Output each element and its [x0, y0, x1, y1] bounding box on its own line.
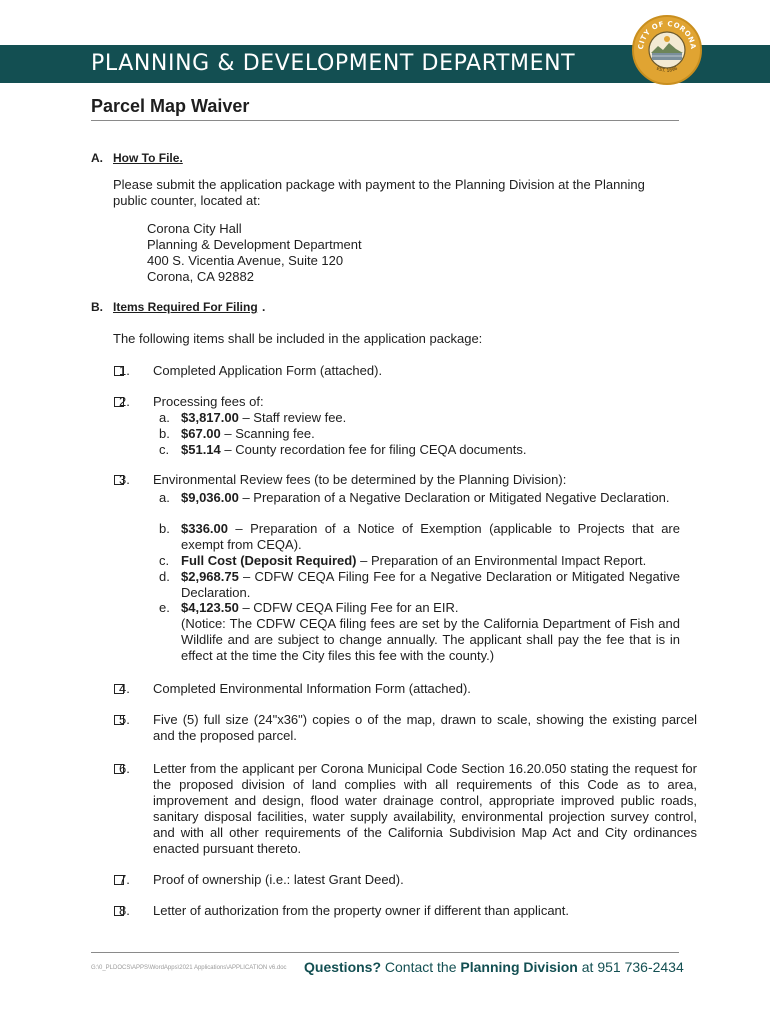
address-line: 400 S. Vicentia Avenue, Suite 120 — [147, 253, 344, 268]
document-title: Parcel Map Waiver — [91, 96, 250, 116]
fee-subitem: c. Full Cost (Deposit Required) – Preparation of an Environmental Impact Report. — [159, 553, 647, 568]
title-divider — [91, 120, 679, 121]
fee-subitem: b. $336.00 – Preparation of a Notice of Exemption (applicable to Projects that are exempt from CEQA). — [159, 521, 680, 552]
section-b-intro: The following items shall be included in the application package: — [113, 331, 483, 346]
footer-divider — [91, 952, 679, 953]
list-item: 2. Processing fees of: — [119, 394, 264, 409]
list-item: 3. Environmental Review fees (to be determined by the Planning Division): — [119, 472, 567, 487]
fee-subitem: d. $2,968.75 – CDFW CEQA Filing Fee for a Negative Declaration or Mitigated Negative Declaration. — [159, 569, 680, 600]
footer-division: Planning Division — [460, 959, 578, 975]
section-b-letter: B. — [91, 300, 103, 314]
section-b-heading: Items Required For Filing — [113, 300, 258, 314]
section-a-paragraph: Please submit the application package with payment to the Planning Division at the Planning public counter, located at: — [113, 177, 645, 208]
address-line: Corona City Hall — [147, 221, 242, 236]
list-item: 5. Five (5) full size (24"x36") copies o of the map, drawn to scale, showing the existing parcel and the proposed parcel. — [119, 712, 697, 743]
fee-subitem: c. $51.14 – County recordation fee for filing CEQA documents. — [159, 442, 527, 457]
fee-subitem: e. $4,123.50 – CDFW CEQA Filing Fee for an EIR. — [159, 600, 459, 615]
footer-phone: 951 736-2434 — [597, 959, 684, 975]
section-b-heading-period: . — [262, 300, 266, 314]
department-title: PLANNING & DEVELOPMENT DEPARTMENT — [91, 51, 576, 76]
seal-graphic — [634, 17, 700, 83]
fee-subitem: b. $67.00 – Scanning fee. — [159, 426, 315, 441]
footer-questions: Questions? — [304, 959, 382, 975]
list-item: 8. Letter of authorization from the property owner if different than applicant. — [119, 903, 569, 918]
list-item: 1. Completed Application Form (attached). — [119, 363, 383, 378]
seal-bottom-text: EST. 1896 — [655, 66, 679, 74]
seal-top-text: CITY OF CORONA — [636, 19, 698, 50]
fee-subitem: a. $3,817.00 – Staff review fee. — [159, 410, 347, 425]
list-item: 4. Completed Environmental Information Form (attached). — [119, 681, 471, 696]
cdfw-notice: (Notice: The CDFW CEQA filing fees are set by the California Department of Fish and Wildlife and are subject to change annually. The applicant shall pay the fee that is in effect at the time the City files this fee with the county.) — [181, 616, 680, 663]
footer-file-path: G:\0_PLDOCS\APPS\WordApps\2021 Applications\APPLICATION v6.doc — [91, 965, 287, 971]
footer-contact: Questions? Contact the Planning Division at 951 736-2434 — [304, 959, 684, 975]
list-item: 6. Letter from the applicant per Corona Municipal Code Section 16.20.050 stating the request for the proposed division of land complies with all requirements of this Code as to area, improvement and design, flood water drainage control, appropriate improved public roads, sanitary disposal facilities, water supply availability, environmental projection survey control, and with all other requirements of the California Subdivision Map Act and City ordinances enacted pursuant thereto. — [119, 761, 697, 856]
city-seal-logo — [632, 15, 702, 85]
address-line: Corona, CA 92882 — [147, 269, 254, 284]
fee-subitem: a. $9,036.00 – Preparation of a Negative Declaration or Mitigated Negative Declaration. — [159, 490, 670, 505]
address-line: Planning & Development Department — [147, 237, 362, 252]
list-item: 7. Proof of ownership (i.e.: latest Grant Deed). — [119, 872, 404, 887]
section-a-heading: How To File. — [113, 151, 183, 165]
section-a-letter: A. — [91, 151, 103, 165]
